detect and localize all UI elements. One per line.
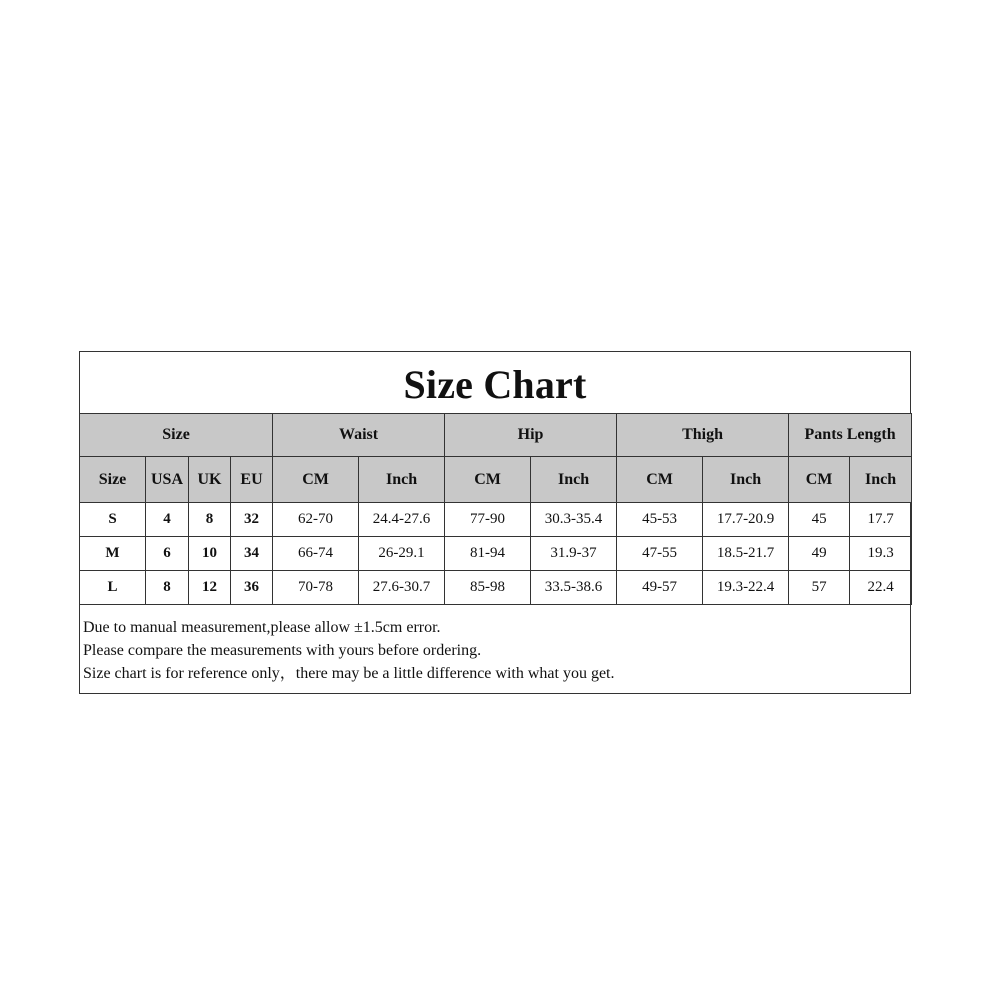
cell-uk: 12 — [189, 571, 231, 605]
note-line: Size chart is for reference only，there may be a little difference with what you get. — [83, 665, 615, 682]
cell-hip-cm: 85-98 — [445, 571, 531, 605]
group-header-waist: Waist — [273, 414, 445, 457]
cell-size: M — [80, 537, 146, 571]
cell-waist-inch: 24.4-27.6 — [359, 503, 445, 537]
cell-uk: 10 — [189, 537, 231, 571]
notes-block — [83, 616, 903, 685]
cell-length-cm: 49 — [789, 537, 850, 571]
sub-header-hip-cm: CM — [445, 457, 531, 503]
group-header-hip: Hip — [445, 414, 617, 457]
cell-eu: 36 — [231, 571, 273, 605]
sub-header-waist-cm: CM — [273, 457, 359, 503]
cell-uk: 8 — [189, 503, 231, 537]
cell-thigh-inch: 18.5-21.7 — [703, 537, 789, 571]
note-line: Please compare the measurements with yours before ordering. — [83, 642, 482, 659]
cell-thigh-inch: 19.3-22.4 — [703, 571, 789, 605]
cell-eu: 34 — [231, 537, 273, 571]
chart-title: Size Chart — [403, 362, 587, 407]
sub-header-waist-inch: Inch — [359, 457, 445, 503]
table-row-s — [80, 503, 912, 537]
cell-length-inch: 22.4 — [850, 571, 912, 605]
cell-thigh-cm: 49-57 — [617, 571, 703, 605]
cell-hip-cm: 81-94 — [445, 537, 531, 571]
sub-header-size: Size — [80, 457, 146, 503]
sub-header-length-cm: CM — [789, 457, 850, 503]
cell-waist-inch: 27.6-30.7 — [359, 571, 445, 605]
cell-usa: 6 — [146, 537, 189, 571]
sub-header-length-inch: Inch — [850, 457, 912, 503]
cell-usa: 4 — [146, 503, 189, 537]
cell-waist-cm: 66-74 — [273, 537, 359, 571]
cell-waist-inch: 26-29.1 — [359, 537, 445, 571]
cell-hip-inch: 31.9-37 — [531, 537, 617, 571]
cell-thigh-cm: 45-53 — [617, 503, 703, 537]
cell-length-cm: 57 — [789, 571, 850, 605]
size-chart — [79, 351, 911, 694]
cell-length-inch: 17.7 — [850, 503, 912, 537]
cell-hip-cm: 77-90 — [445, 503, 531, 537]
cell-length-inch: 19.3 — [850, 537, 912, 571]
cell-size: S — [80, 503, 146, 537]
cell-eu: 32 — [231, 503, 273, 537]
sub-header-hip-inch: Inch — [531, 457, 617, 503]
table-row-l — [80, 571, 912, 605]
sub-header-row — [80, 457, 912, 503]
group-header-size: Size — [80, 414, 273, 457]
cell-waist-cm: 70-78 — [273, 571, 359, 605]
sub-header-eu: EU — [231, 457, 273, 503]
table-row-m — [80, 537, 912, 571]
note-line: Due to manual measurement,please allow ±1.5cm error. — [83, 619, 441, 636]
group-header-thigh: Thigh — [617, 414, 789, 457]
size-table — [79, 413, 912, 605]
cell-hip-inch: 30.3-35.4 — [531, 503, 617, 537]
cell-size: L — [80, 571, 146, 605]
cell-usa: 8 — [146, 571, 189, 605]
cell-thigh-inch: 17.7-20.9 — [703, 503, 789, 537]
cell-waist-cm: 62-70 — [273, 503, 359, 537]
group-header-row — [80, 414, 912, 457]
sub-header-thigh-inch: Inch — [703, 457, 789, 503]
cell-hip-inch: 33.5-38.6 — [531, 571, 617, 605]
cell-length-cm: 45 — [789, 503, 850, 537]
cell-thigh-cm: 47-55 — [617, 537, 703, 571]
group-header-pants-length: Pants Length — [789, 414, 912, 457]
sub-header-thigh-cm: CM — [617, 457, 703, 503]
sub-header-uk: UK — [189, 457, 231, 503]
sub-header-usa: USA — [146, 457, 189, 503]
